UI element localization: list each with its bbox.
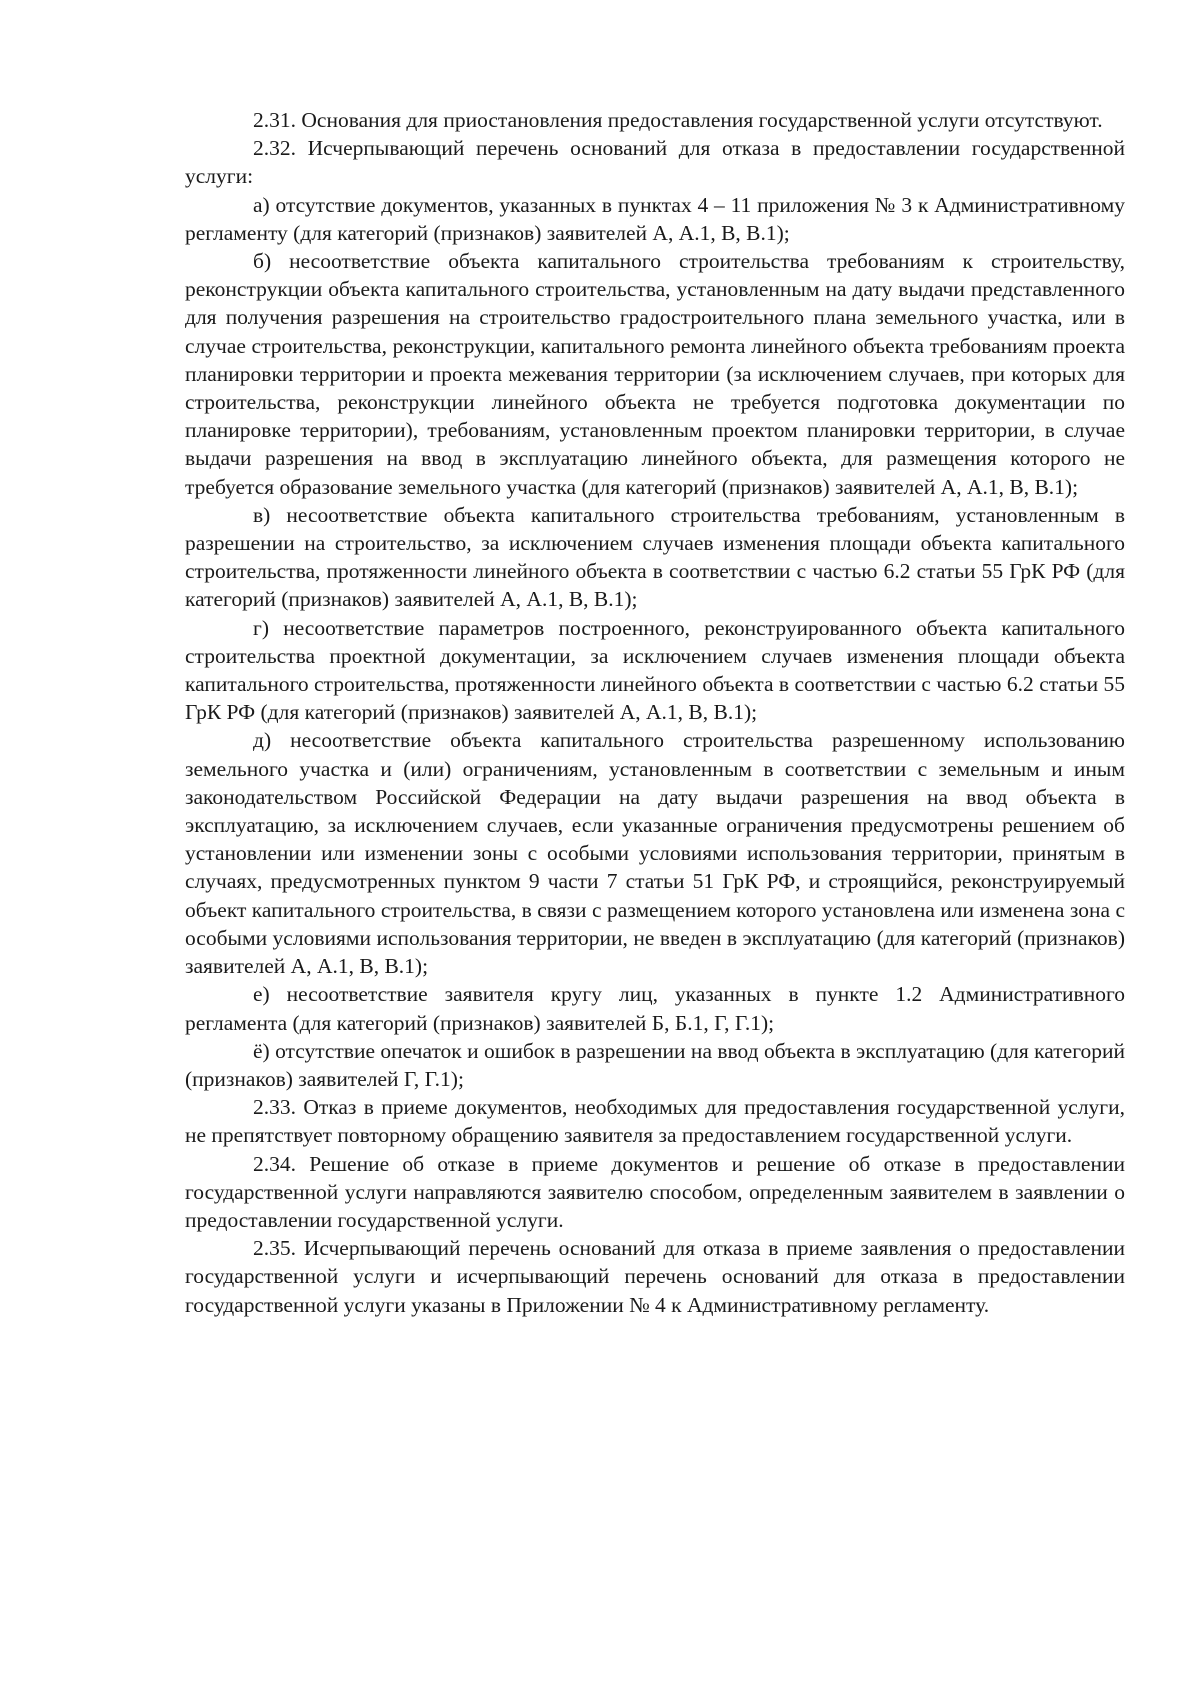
list-item-b: б) несоответствие объекта капитального строительства требованиям к строительству, реконструкции объекта капитального строительства, установленным на дату выдачи представленного для получения разрешения на строительство градостроительного плана земельного участка, или в случае строительства, реконструкции, капитального ремонта линейного объекта требованиям проекта планировки территории и проекта межевания территории (за исключением случаев, при которых для строительства, реконструкции линейного объекта не требуется подготовка документации по планировке территории), требованиям, установленным проектом планировки территории, в случае выдачи разрешения на ввод в эксплуатацию линейного объекта, для размещения которого не требуется образование земельного участка (для категорий (признаков) заявителей А, А.1, В, В.1); [185,249,1125,499]
list-item-g: г) несоответствие параметров построенного, реконструированного объекта капитального строительства проектной документации, за исключением случаев изменения площади объекта капитального строительства, протяженности линейного объекта в соответствии с частью 6.2 статьи 55 ГрК РФ (для категорий (признаков) заявителей А, А.1, В, В.1); [185,615,1125,725]
paragraph-2-35: 2.35. Исчерпывающий перечень оснований для отказа в приеме заявления о предоставлении государственной услуги и исчерпывающий перечень оснований для отказа в предоставлении государственной услуги указаны в Приложении № 4 к Административному регламенту. [185,1236,1125,1317]
paragraph-2-34: 2.34. Решение об отказе в приеме документов и решение об отказе в предоставлении государственной услуги направляются заявителю способом, определенным заявителем в заявлении о предоставлении государственной услуги. [185,1151,1125,1232]
document-page [185,106,1125,1319]
list-item-a: а) отсутствие документов, указанных в пунктах 4 – 11 приложения № 3 к Административному регламенту (для категорий (признаков) заявителей А, А.1, В, В.1); [185,192,1125,245]
paragraph-2-33: 2.33. Отказ в приеме документов, необходимых для предоставления государственной услуги, не препятствует повторному обращению заявителя за предоставлением государственной услуги. [185,1095,1125,1148]
list-item-yo: ё) отсутствие опечаток и ошибок в разрешении на ввод объекта в эксплуатацию (для категорий (признаков) заявителей Г, Г.1); [185,1038,1125,1091]
list-item-e: е) несоответствие заявителя кругу лиц, указанных в пункте 1.2 Административного регламента (для категорий (признаков) заявителей Б, Б.1, Г, Г.1); [185,982,1125,1035]
list-item-v: в) несоответствие объекта капитального строительства требованиям, установленным в разрешении на строительство, за исключением случаев изменения площади объекта капитального строительства, протяженности линейного объекта в соответствии с частью 6.2 статьи 55 ГрК РФ (для категорий (признаков) заявителей А, А.1, В, В.1); [185,502,1125,612]
paragraph-2-32: 2.32. Исчерпывающий перечень оснований для отказа в предоставлении государственной услуги: [185,136,1125,189]
list-item-d: д) несоответствие объекта капитального строительства разрешенному использованию земельного участка и (или) ограничениям, установленным в соответствии с земельным и иным законодательством Российской Федерации на дату выдачи разрешения на ввод объекта в эксплуатацию, за исключением случаев, если указанные ограничения предусмотрены решением об установлении или изменении зоны с особыми условиями использования территории, принятым в случаях, предусмотренных пунктом 9 части 7 статьи 51 ГрК РФ, и строящийся, реконструируемый объект капитального строительства, в связи с размещением которого установлена или изменена зона с особыми условиями использования территории, не введен в эксплуатацию (для категорий (признаков) заявителей А, А.1, В, В.1); [185,728,1125,979]
paragraph-2-31: 2.31. Основания для приостановления предоставления государственной услуги отсутствуют. [253,108,1103,132]
